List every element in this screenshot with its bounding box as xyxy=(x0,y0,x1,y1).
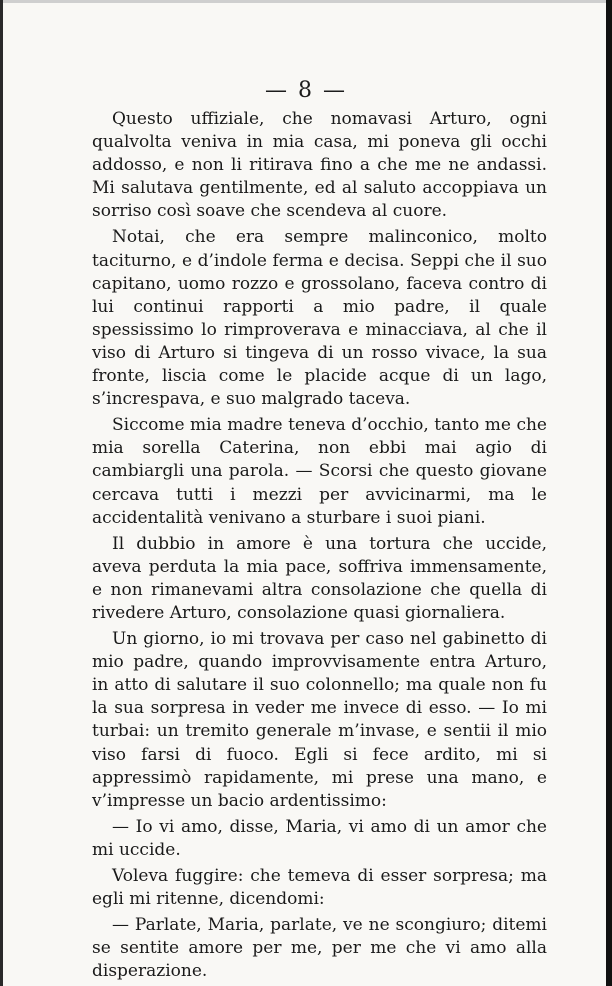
paragraph-3: Siccome mia madre teneva d’occhio, tanto me che mia sorella Caterina, non ebbi mai agio di cambiargli una parola. — Scorsi che questo giovane cercava tutti i mezzi per avvicinarmi, ma le accidentalità venivano a sturbare i suoi piani. xyxy=(92,415,547,528)
page-left-edge xyxy=(0,0,3,986)
paragraph-5: Un giorno, io mi trovava per caso nel gabinetto di mio padre, quando improvvisamente entra Arturo, in atto di salutare il suo colonnello; ma quale non fu la sua sorpresa in veder me invece di esso. — Io mi turbai: un tremito generale m’invase, e sentii il mio viso farsi di fuoco. Egli si fece ardito, mi si appressimò rapidamente, mi prese una mano, e v’impresse un bacio ardentissimo: xyxy=(92,629,547,811)
paragraph-4: Il dubbio in amore è una tortura che uccide, aveva perduta la mia pace, soffriva immensamente, e non rimanevami altra consolazione che quella di rivedere Arturo, consolazione quasi giornaliera. xyxy=(92,533,547,623)
paragraph-1: Questo uffiziale, che nomavasi Arturo, ogni qualvolta veniva in mia casa, mi poneva gli occhi addosso, e non li ritirava fino a che me ne andassi. Mi salutava gentilmente, ed al saluto accoppiava un sorriso così soave che scendeva al cuore. xyxy=(92,109,547,222)
page-top-edge xyxy=(0,0,612,3)
paragraph-6: — Io vi amo, disse, Maria, vi amo di un amor che mi uccide. xyxy=(92,816,547,860)
paragraph-2: Notai, che era sempre malinconico, molto taciturno, e d’indole ferma e decisa. Seppi che il suo capitano, uomo rozzo e grossolano, faceva contro di lui continui rapporti a mio padre, il quale spessissimo lo rimproverava e minacciava, al che il viso di Arturo si tingeva di un rosso vivace, la sua fronte, liscia come le placide acque di un lago, s’increspava, e suo malgrado taceva. xyxy=(92,227,547,410)
paragraph-8: — Parlate, Maria, parlate, ve ne scongiuro; ditemi se sentite amore per me, per me che vi amo alla disperazione. xyxy=(92,915,547,982)
body-text xyxy=(92,108,547,983)
paragraph-7: Voleva fuggire: che temeva di esser sorpresa; ma egli mi ritenne, dicendomi: xyxy=(92,866,547,910)
page-number: — 8 — xyxy=(265,78,347,103)
page-right-edge xyxy=(606,0,612,986)
